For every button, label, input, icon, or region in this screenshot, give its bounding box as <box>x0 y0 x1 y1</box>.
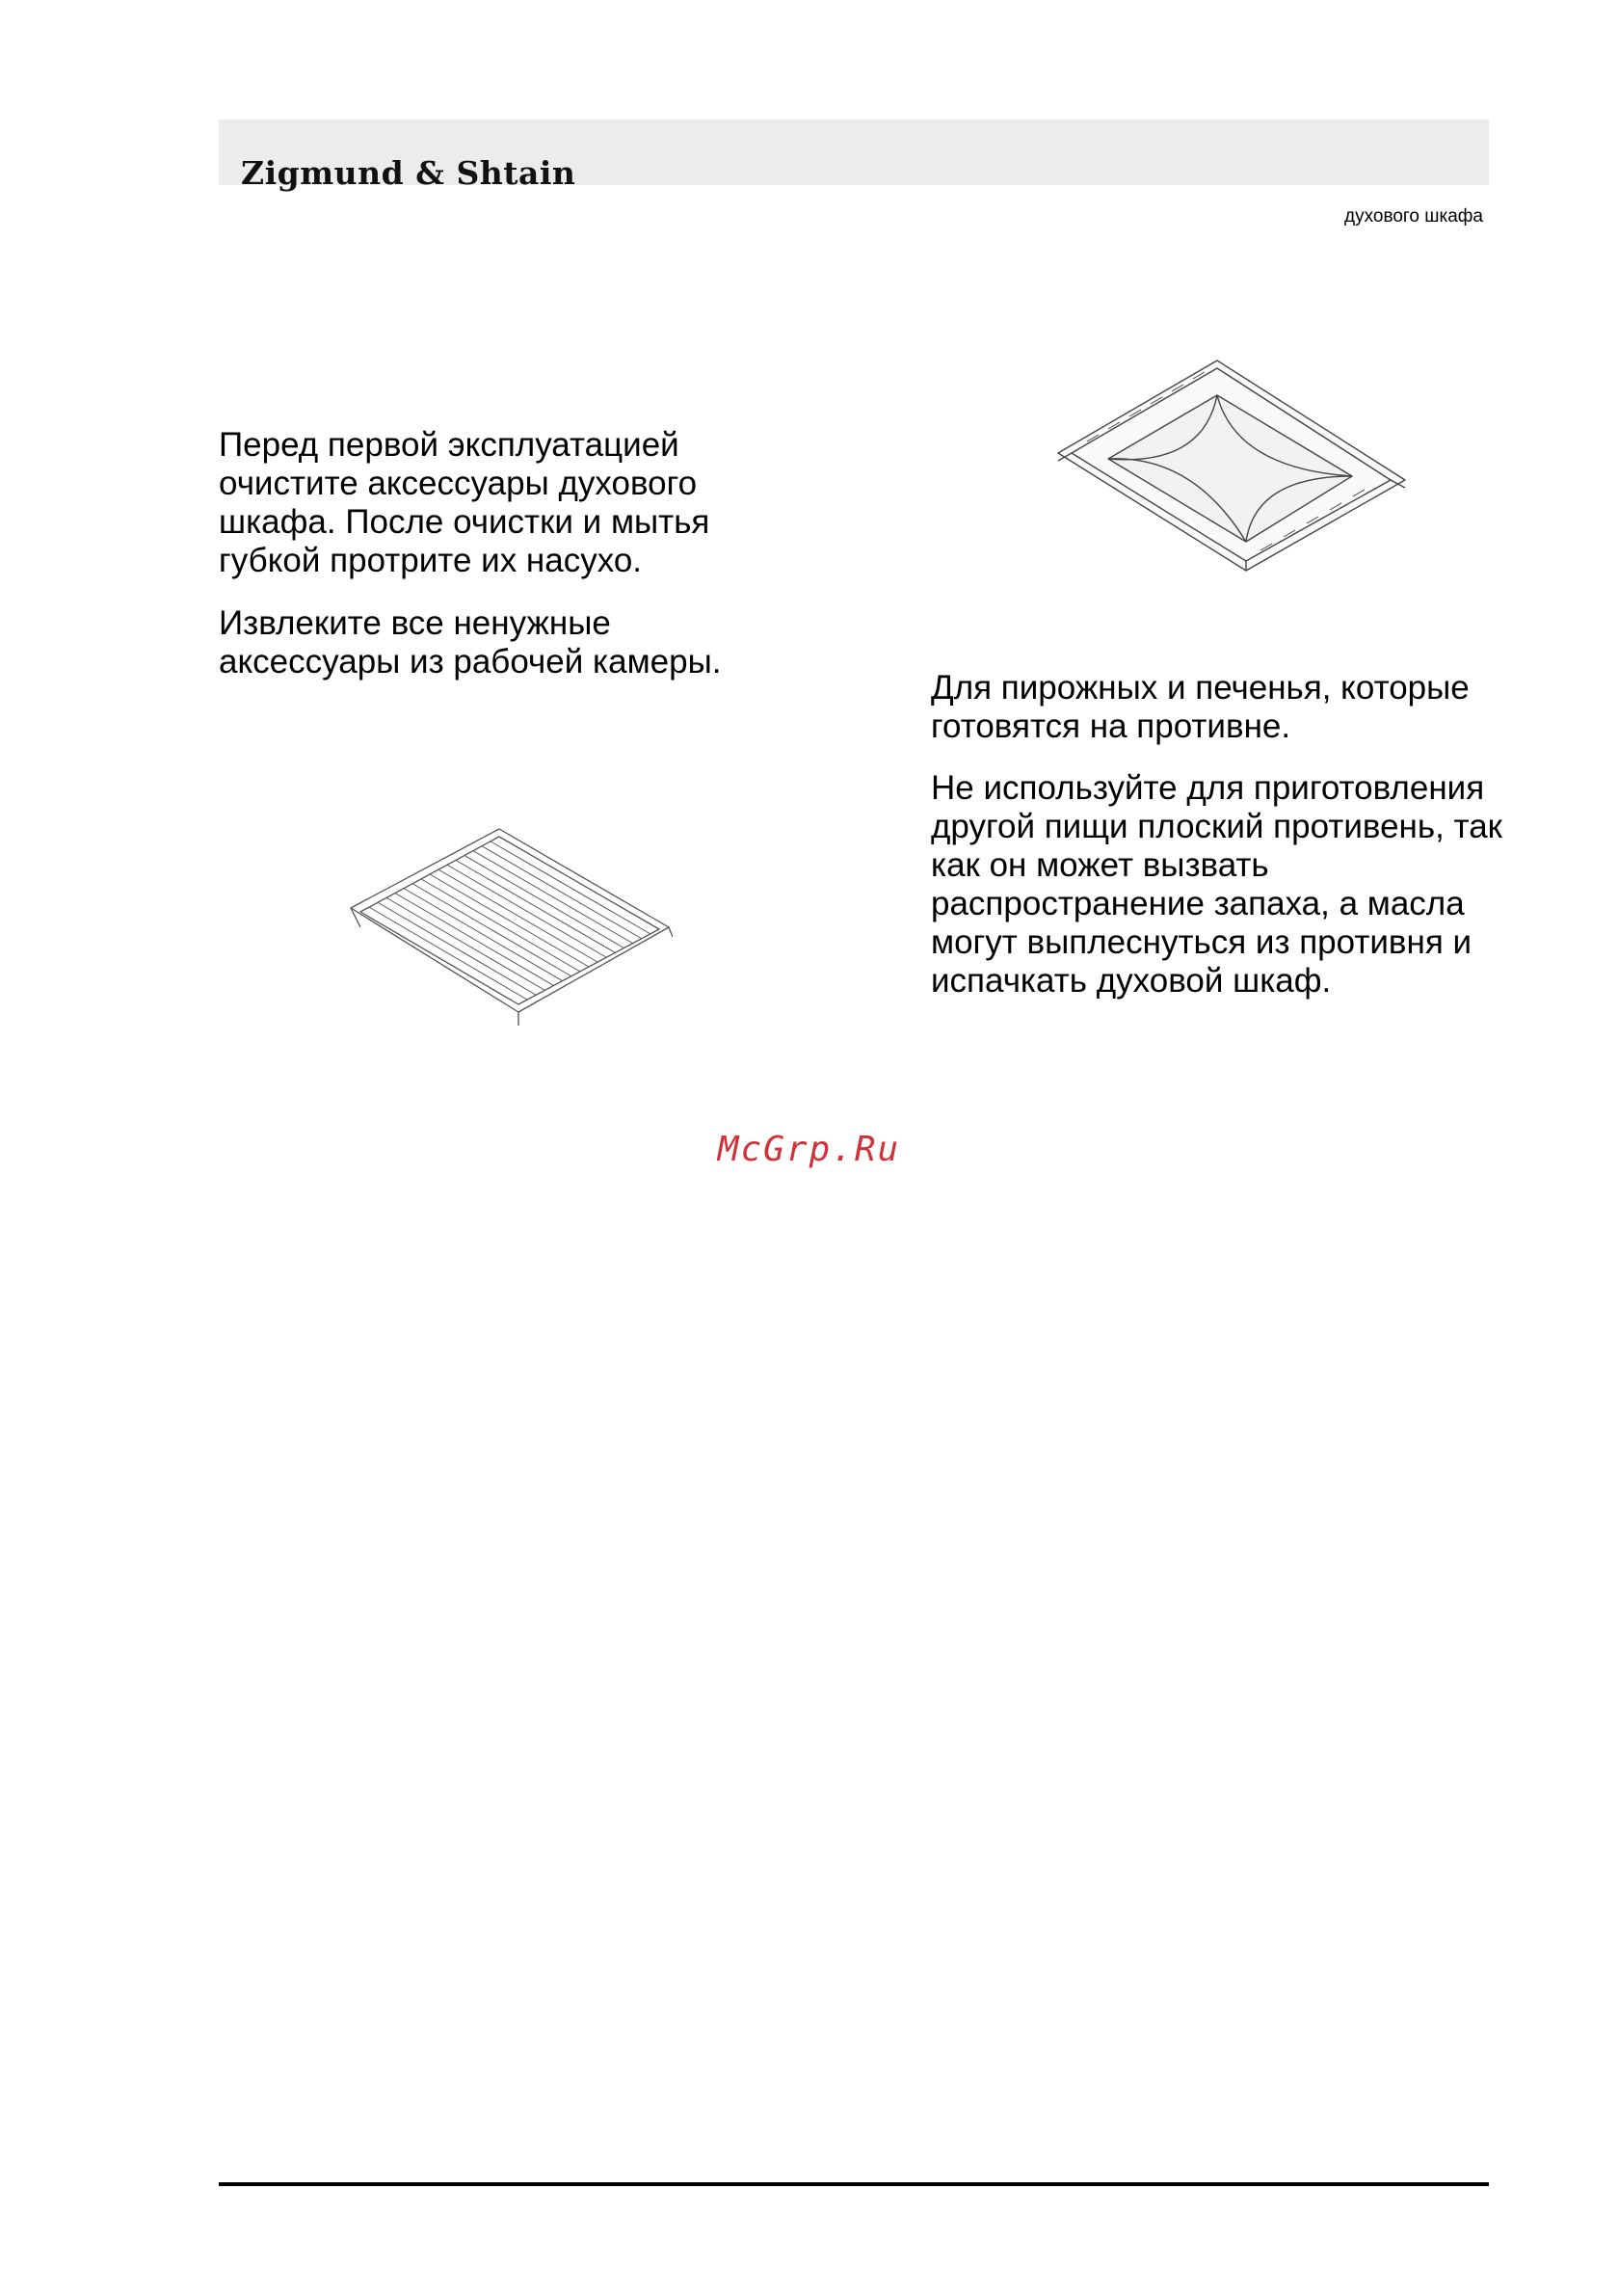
rack-rod <box>430 874 589 967</box>
baking-tray-warning-paragraph: Не используйте для приготовления другой пищи плоский противень, так как он может вызвать распространение запаха, а масла могут выплеснуться из противня и испачкать духовой шкаф. <box>931 769 1502 1000</box>
header-caption: духового шкафа <box>1344 206 1483 227</box>
remove-accessories-paragraph: Извлеките все ненужные аксессуары из рабочей камеры. <box>219 604 722 681</box>
rack-rod <box>491 841 650 934</box>
rack-rod <box>386 897 544 990</box>
footer-rule <box>219 2182 1489 2186</box>
rack-rod <box>369 907 527 1000</box>
brand-logo: Zigmund & Shtain <box>241 154 576 192</box>
intro-paragraph: Перед первой эксплуатацией очистите аксессуары духового шкафа. После очистки и мытья губкой протрите их насухо. <box>219 426 710 579</box>
rack-rod <box>378 902 536 995</box>
rack-rod <box>482 846 642 939</box>
baking-tray-illustration <box>1048 353 1415 574</box>
rack-rod <box>412 884 571 976</box>
baking-tray-usage-paragraph: Для пирожных и печенья, которые готовятся на противне. <box>931 669 1470 745</box>
rack-rod <box>438 869 597 962</box>
rack-rod <box>464 856 624 948</box>
rack-rod <box>473 851 633 944</box>
watermark-text: McGrp.Ru <box>717 1130 901 1169</box>
wire-rack-illustration <box>345 819 673 1031</box>
rack-rod <box>447 865 606 957</box>
rack-rod <box>395 894 554 986</box>
rack-rod <box>421 879 580 972</box>
rack-rod <box>404 889 563 981</box>
rack-rod <box>456 860 615 952</box>
